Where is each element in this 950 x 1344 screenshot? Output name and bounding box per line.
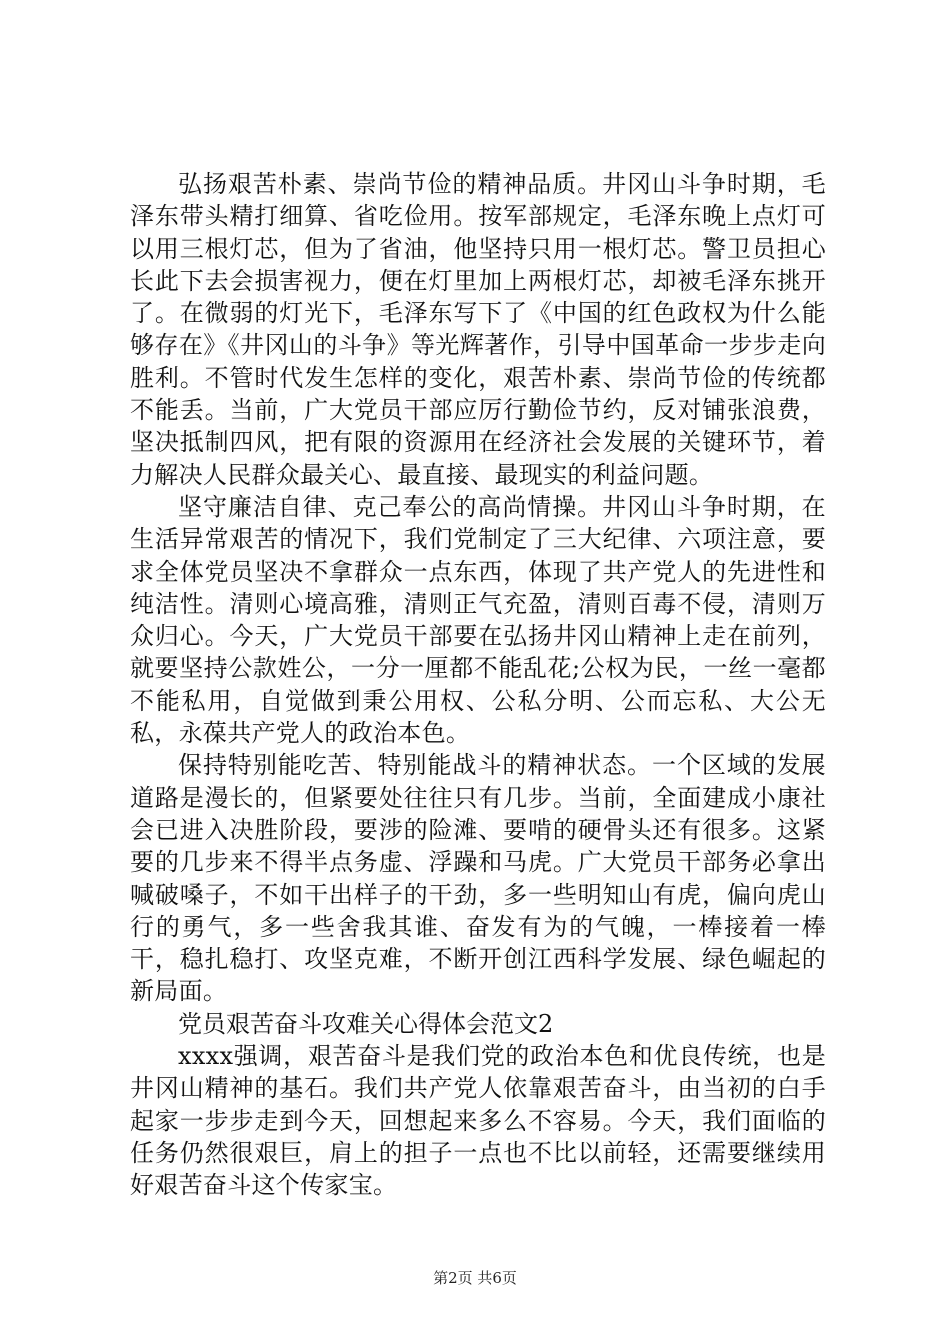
- paragraph-frugality: 弘扬艰苦朴素、崇尚节俭的精神品质。井冈山斗争时期，毛泽东带头精打细算、省吃俭用。按军部规定，毛泽东晚上点灯可以用三根灯芯，但为了省油，他坚持只用一根灯芯。警卫员担心长此下去会损害视力，便在灯里加上两根灯芯，却被毛泽东挑开了。在微弱的灯光下，毛泽东写下了《中国的红色政权为什么能够存在》《井冈山的斗争》等光辉著作，引导中国革命一步步走向胜利。不管时代发生怎样的变化，艰苦朴素、崇尚节俭的传统都不能丢。当前，广大党员干部应厉行勤俭节约，反对铺张浪费，坚决抵制四风，把有限的资源用在经济社会发展的关键环节，着力解决人民群众最关心、最直接、最现实的利益问题。: [130, 170, 826, 489]
- document-body: [130, 168, 826, 1202]
- paragraph-fighting-spirit: 保持特别能吃苦、特别能战斗的精神状态。一个区域的发展道路是漫长的，但紧要处往往只有几步。当前，全面建成小康社会已进入决胜阶段，要涉的险滩、要啃的硬骨头还有很多。这紧要的几步来不得半点务虚、浮躁和马虎。广大党员干部务必拿出喊破嗓子，不如干出样子的干劲，多一些明知山有虎，偏向虎山行的勇气，多一些舍我其谁、奋发有为的气魄，一棒接着一棒干，稳扎稳打、攻坚克难，不断开创江西科学发展、绿色崛起的新局面。: [130, 751, 826, 1006]
- paragraph-hard-work: xxxx强调，艰苦奋斗是我们党的政治本色和优良传统，也是井冈山精神的基石。我们共产党人依靠艰苦奋斗，由当初的白手起家一步步走到今天，回想起来多么不容易。今天，我们面临的任务仍然很艰巨，肩上的担子一点也不比以前轻，还需要继续用好艰苦奋斗这个传家宝。: [130, 1042, 826, 1200]
- paragraph-integrity: 坚守廉洁自律、克己奉公的高尚情操。井冈山斗争时期，在生活异常艰苦的情况下，我们党制定了三大纪律、六项注意，要求全体党员坚决不拿群众一点东西，体现了共产党人的先进性和纯洁性。清则心境高雅，清则正气充盈，清则百毒不侵，清则万众归心。今天，广大党员干部要在弘扬井冈山精神上走在前列，就要坚持公款姓公，一分一厘都不能乱花;公权为民，一丝一毫都不能私用，自觉做到秉公用权、公私分明、公而忘私、大公无私，永葆共产党人的政治本色。: [130, 492, 826, 748]
- page-footer: 第2页 共6页: [433, 1269, 517, 1287]
- section-title: 党员艰苦奋斗攻难关心得体会范文2: [178, 1009, 554, 1038]
